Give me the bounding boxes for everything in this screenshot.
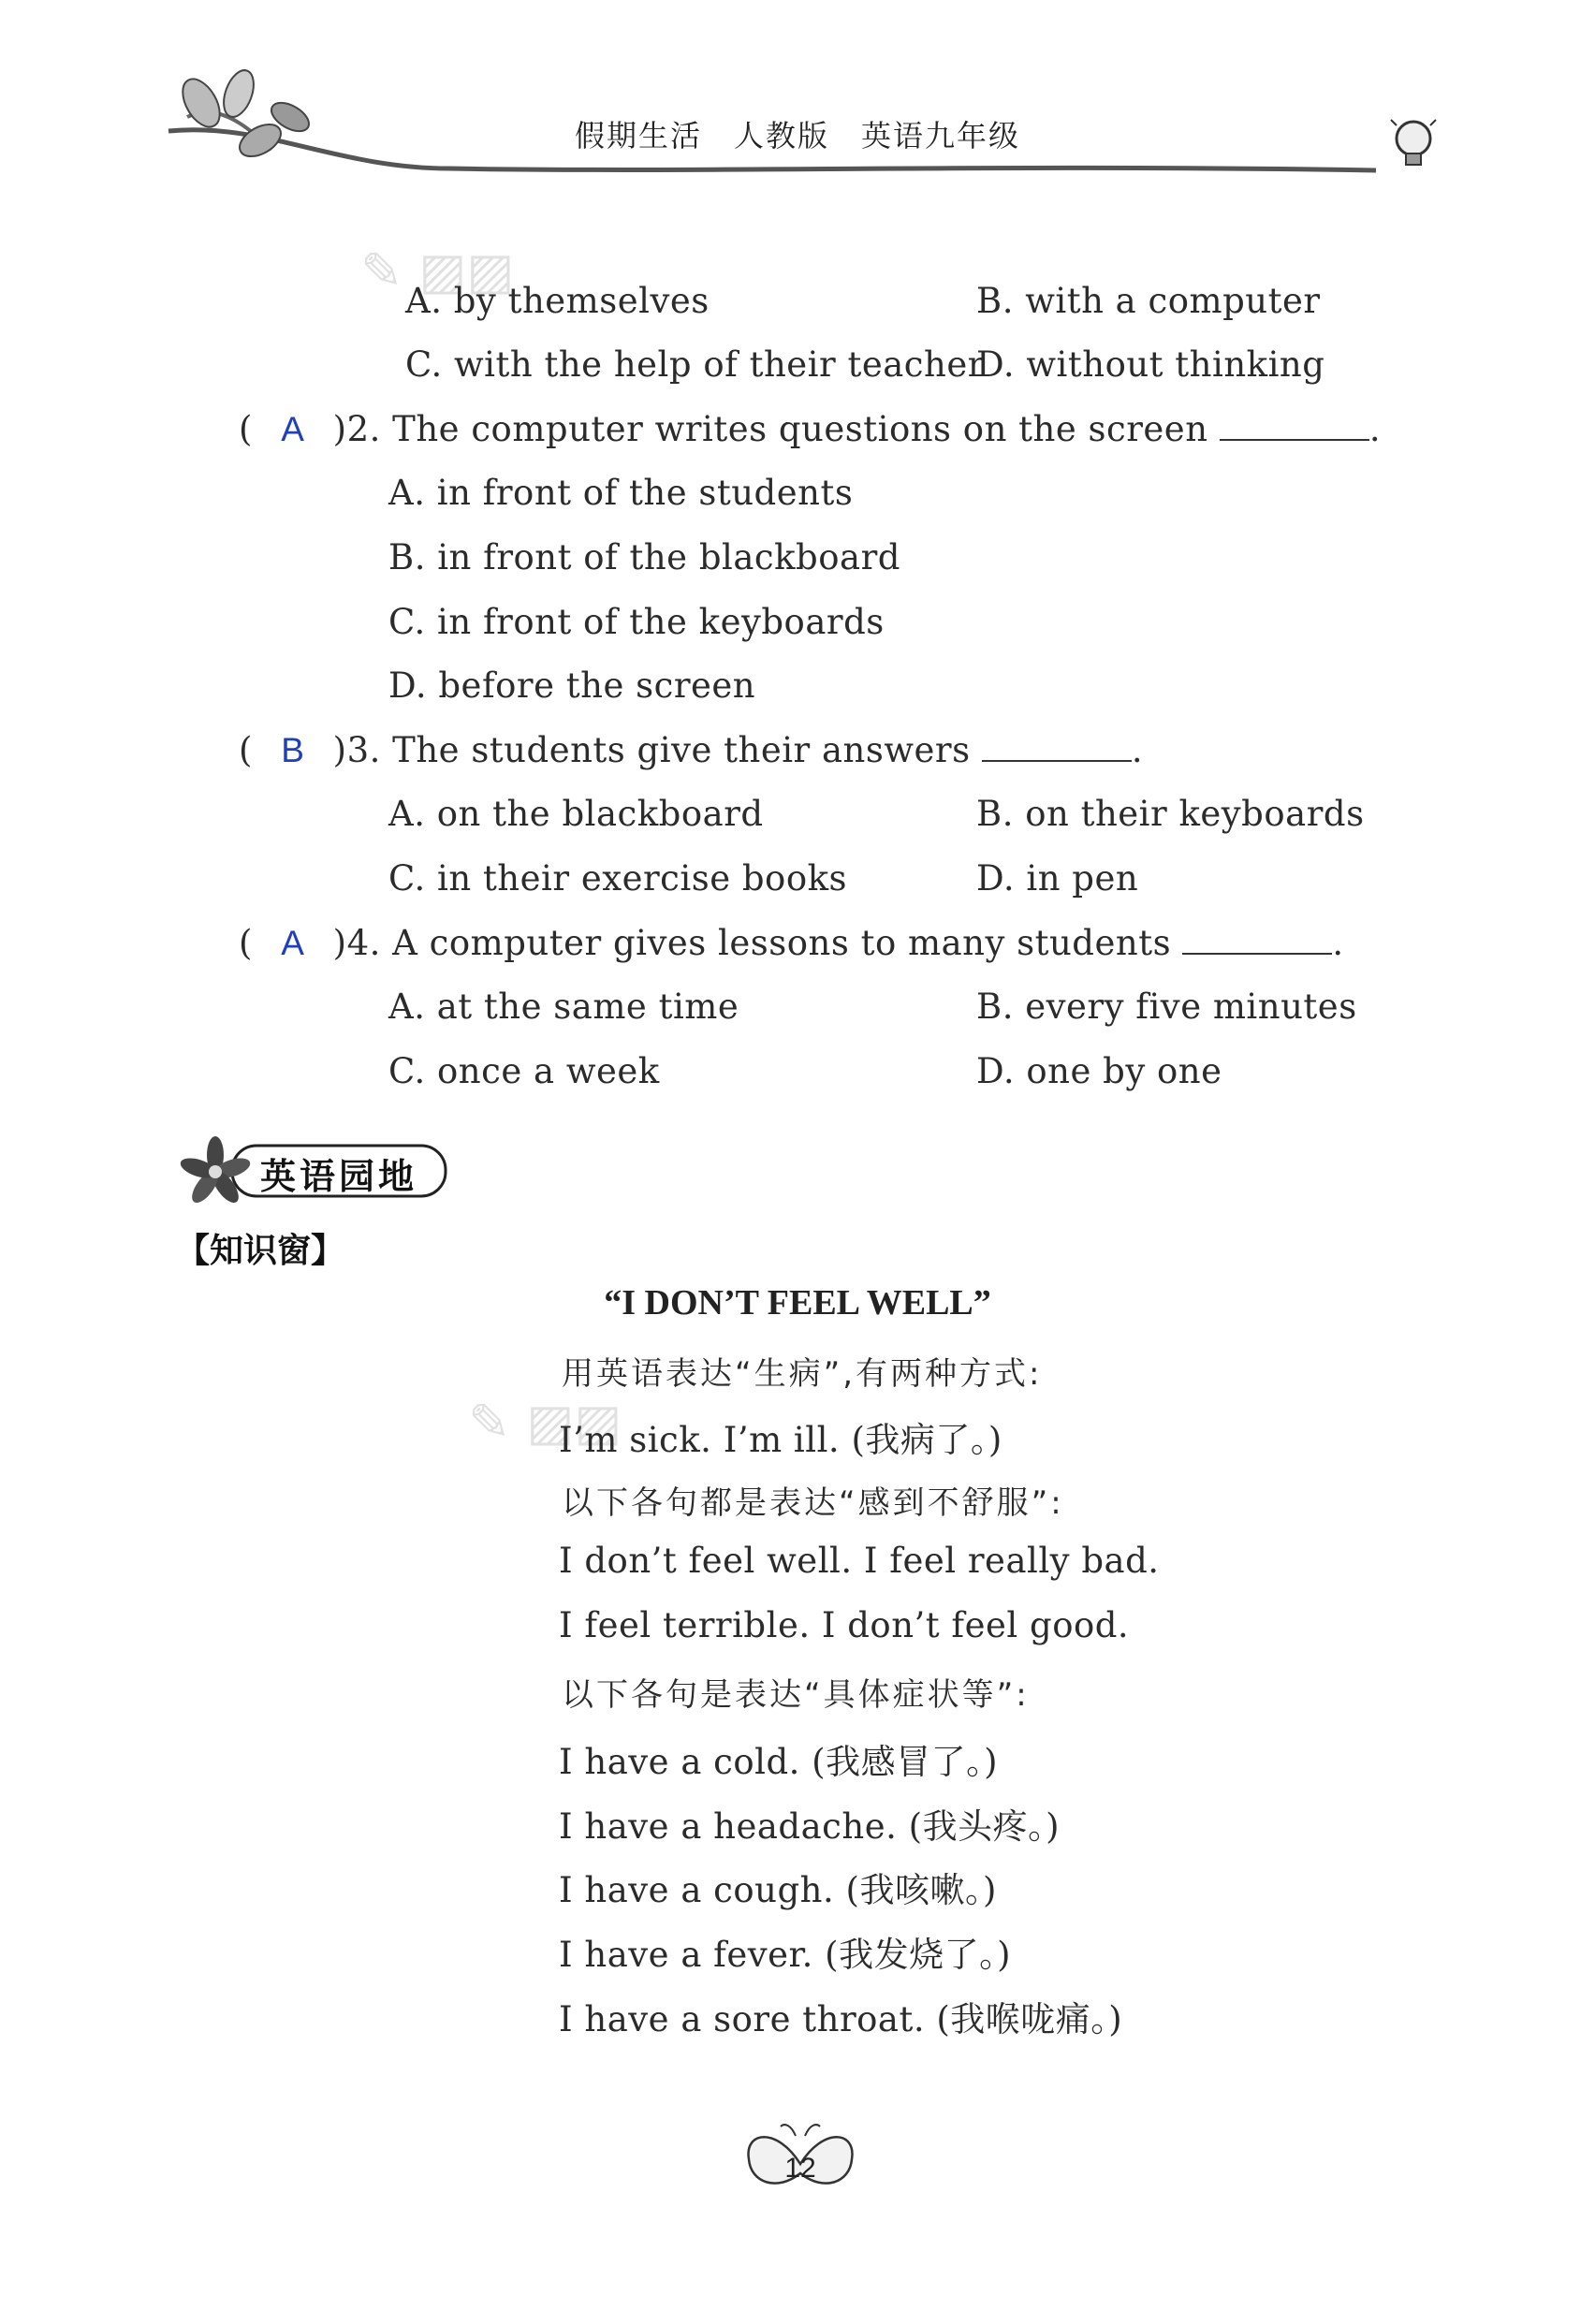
question-2 (239, 409, 1381, 449)
q1-option-c: C. with the help of their teacher (405, 344, 985, 385)
answer-blank (982, 732, 1132, 762)
question-4-answer: A (281, 924, 305, 962)
article-line-6: 以下各句是表达“具体症状等”: (562, 1676, 1030, 1714)
page-number: 12 (784, 2153, 816, 2184)
article-line-5: I feel terrible. I don’t feel good. (559, 1605, 1130, 1645)
answer-bracket-open: ( (239, 409, 253, 449)
header-title: 假期生活 人教版 英语九年级 (574, 118, 1020, 153)
article-line-1: 用英语表达“生病”,有两种方式: (562, 1355, 1043, 1393)
watermark-decoration: ✎ ▨▨ (360, 241, 515, 300)
q1-option-a: A. by themselves (405, 281, 710, 321)
article-line-2: I’m sick. I’m ill. (我病了。) (559, 1420, 1002, 1460)
question-3-answer: B (281, 731, 305, 769)
article-line-9: I have a cough. (我咳嗽。) (559, 1870, 997, 1910)
article-line-7: I have a cold. (我感冒了。) (559, 1742, 999, 1782)
article-line-10: I have a fever. (我发烧了。) (559, 1935, 1012, 1975)
q2-option-d: D. before the screen (388, 665, 756, 706)
article-line-8: I have a headache. (我头疼。) (559, 1806, 1061, 1847)
q4-option-a: A. at the same time (388, 987, 739, 1027)
article-line-3: 以下各句都是表达“感到不舒服”: (562, 1484, 1064, 1522)
q4-option-b: B. every five minutes (976, 987, 1357, 1027)
article-line-4: I don’t feel well. I feel really bad. (559, 1541, 1160, 1581)
answer-bracket-open: ( (239, 730, 253, 770)
article-line-11: I have a sore throat. (我喉咙痛。) (559, 1999, 1123, 2039)
q2-option-b: B. in front of the blackboard (388, 537, 900, 577)
knowledge-window-label: 【知识窗】 (176, 1232, 345, 1270)
answer-bracket-open: ( (239, 923, 253, 963)
question-3 (239, 730, 1143, 770)
question-end: . (1368, 409, 1382, 449)
question-4-stem: )4. A computer gives lessons to many students (332, 923, 1172, 963)
q1-option-d: D. without thinking (976, 344, 1325, 385)
q3-option-c: C. in their exercise books (388, 858, 848, 899)
q3-option-a: A. on the blackboard (388, 794, 764, 834)
q4-option-c: C. once a week (388, 1051, 660, 1091)
question-end: . (1131, 730, 1144, 770)
question-3-stem: )3. The students give their answers (332, 730, 971, 770)
q2-option-c: C. in front of the keyboards (388, 602, 885, 642)
q3-option-d: D. in pen (976, 858, 1139, 899)
section-badge-label: 英语园地 (260, 1156, 418, 1197)
question-4 (239, 923, 1344, 963)
q4-option-d: D. one by one (976, 1051, 1222, 1091)
question-2-stem: )2. The computer writes questions on the screen (332, 409, 1208, 449)
q3-option-b: B. on their keyboards (976, 794, 1365, 834)
q2-option-a: A. in front of the students (388, 473, 854, 513)
article-title: “I DON’T FEEL WELL” (604, 1283, 991, 1323)
q1-option-b: B. with a computer (976, 281, 1321, 321)
watermark-decoration: ✎ ▨▨ (468, 1393, 622, 1452)
question-2-answer: A (281, 410, 305, 448)
question-end: . (1332, 923, 1344, 963)
answer-blank (1220, 411, 1369, 441)
answer-blank (1182, 925, 1332, 955)
